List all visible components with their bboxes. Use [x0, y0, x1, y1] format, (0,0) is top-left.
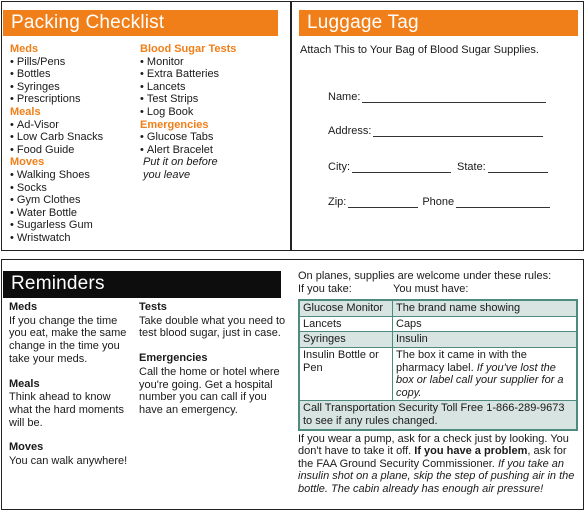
reminders-title: Reminders [3, 271, 281, 298]
reminder-block [9, 378, 131, 430]
rules-table-row [300, 332, 576, 348]
checklist-item: • Wristwatch [10, 232, 138, 245]
you-must-have-header: You must have: [393, 282, 469, 295]
supply-cell: Insulin Bottle or Pen [300, 348, 393, 401]
name-field[interactable] [328, 91, 546, 103]
checklist-item: • Sugarless Gum [10, 219, 138, 232]
reminder-heading: Tests [139, 301, 167, 313]
faa-note: , ask for the FAA Ground Security Commissioner. [298, 445, 567, 470]
checklist-item: • Water Bottle [10, 207, 138, 220]
luggage-tag-intro: Attach This to Your Bag of Blood Sugar Supplies. [300, 44, 539, 56]
requirement-text: The box it came in with the pharmacy label. [396, 348, 527, 374]
checklist-item: • Bottles [10, 68, 138, 81]
supply-cell: Glucose Monitor [300, 301, 393, 317]
category-heading: Moves [10, 156, 45, 169]
reminder-block [9, 301, 131, 366]
reminder-block [139, 301, 289, 340]
city-label: City: [328, 161, 350, 173]
address-line[interactable] [373, 126, 543, 137]
requirement-text: Insulin [396, 333, 428, 346]
requirement-note: If you've lost the box or label call your supplier for a copy. [396, 361, 564, 399]
phone-line[interactable] [456, 197, 550, 208]
category-heading: Emergencies [140, 118, 209, 131]
reminder-text: Think ahead to know what the hard moments will be. [9, 391, 124, 429]
checklist-item: • Low Carb Snacks [10, 131, 138, 144]
reminder-text: If you change the time you eat, make the same change in the time you take your meds. [9, 314, 127, 365]
reminder-text: You can walk anywhere! [9, 455, 128, 468]
luggage-tag-title: Luggage Tag [299, 10, 578, 36]
checklist-item: • Monitor [140, 56, 288, 69]
reminder-heading: Emergencies [139, 352, 208, 365]
pump-note: If you wear a pump, ask for a check just by looking. You don't have to take it off. [298, 432, 569, 458]
address-field[interactable] [328, 125, 543, 137]
supply-cell: Syringes [300, 332, 393, 348]
state-label: State: [457, 161, 486, 173]
rules-after-text [298, 433, 582, 496]
requirement-cell [393, 317, 576, 333]
checklist-item: • Lancets [140, 81, 288, 94]
state-line[interactable] [488, 162, 548, 173]
checklist-item: • Gym Clothes [10, 194, 138, 207]
checklist-item: • Pills/Pens [10, 56, 138, 69]
rules-table-footer: Call Transportation Security Toll Free 1-866-289-9673 to see if any rules changed. [300, 401, 576, 428]
packing-column-1 [10, 43, 138, 245]
checklist-item: • Extra Batteries [140, 68, 288, 81]
if-you-take-header: If you take: [298, 282, 352, 295]
put-it-on-note: Put it on before [143, 156, 218, 169]
reminder-block [139, 352, 289, 417]
reminder-heading: Meds [9, 301, 38, 313]
checklist-item: • Socks [10, 182, 138, 195]
reminders-middle-column [139, 301, 289, 429]
requirement-cell [393, 332, 576, 348]
city-state-field[interactable] [328, 161, 548, 173]
city-line[interactable] [352, 162, 451, 173]
name-line[interactable] [362, 92, 546, 103]
checklist-item: • Ad-Visor [10, 119, 138, 132]
zip-line[interactable] [348, 197, 418, 208]
reminder-text: Take double what you need to test blood sugar, just in case. [139, 314, 286, 340]
reminders-left-column [9, 301, 131, 480]
checklist-item: • Alert Bracelet [140, 144, 288, 157]
rules-intro: On planes, supplies are welcome under these rules: [298, 270, 552, 282]
rules-table-row [300, 301, 576, 317]
packing-column-2 [140, 43, 288, 182]
requirement-text: The brand name showing [396, 302, 521, 315]
reminder-heading: Moves [9, 441, 44, 454]
reminder-text: Call the home or hotel where you're going. Get a hospital number you can call if you have an emergency. [139, 365, 280, 416]
name-label: Name: [328, 91, 361, 103]
phone-label: Phone [422, 196, 455, 208]
problem-bold: If you have a problem [414, 445, 528, 458]
checklist-item: • Syringes [10, 81, 138, 94]
reminder-heading: Meals [9, 377, 40, 390]
checklist-item: • Prescriptions [10, 93, 138, 106]
packing-checklist-title: Packing Checklist [3, 10, 278, 36]
luggage-tag-panel [291, 1, 584, 251]
category-heading: Blood Sugar Tests [140, 43, 237, 55]
packing-checklist-panel [1, 1, 291, 251]
address-label: Address: [328, 125, 372, 137]
rules-table-row [300, 317, 576, 333]
checklist-item: • Walking Shoes [10, 169, 138, 182]
category-heading: Meds [10, 43, 39, 55]
reminder-block [9, 441, 131, 467]
rules-table-row [300, 348, 576, 401]
checklist-item: • Glucose Tabs [140, 131, 288, 144]
zip-phone-field[interactable] [328, 196, 550, 208]
put-it-on-note: you leave [143, 168, 191, 181]
checklist-item: • Food Guide [10, 144, 138, 157]
rules-table [298, 299, 578, 430]
insulin-shot-note: If you take an insulin shot on a plane, skip the step of pushing air in the bottle. The cabin already has enough air pressure! [298, 457, 575, 495]
requirement-text: Caps [396, 317, 422, 330]
requirement-cell [393, 348, 576, 401]
checklist-item: • Test Strips [140, 93, 288, 106]
zip-label: Zip: [328, 196, 347, 208]
category-heading: Meals [10, 105, 41, 118]
checklist-item: • Log Book [140, 106, 288, 119]
requirement-cell [393, 301, 576, 317]
supply-cell: Lancets [300, 317, 393, 333]
airplane-rules [298, 270, 582, 496]
